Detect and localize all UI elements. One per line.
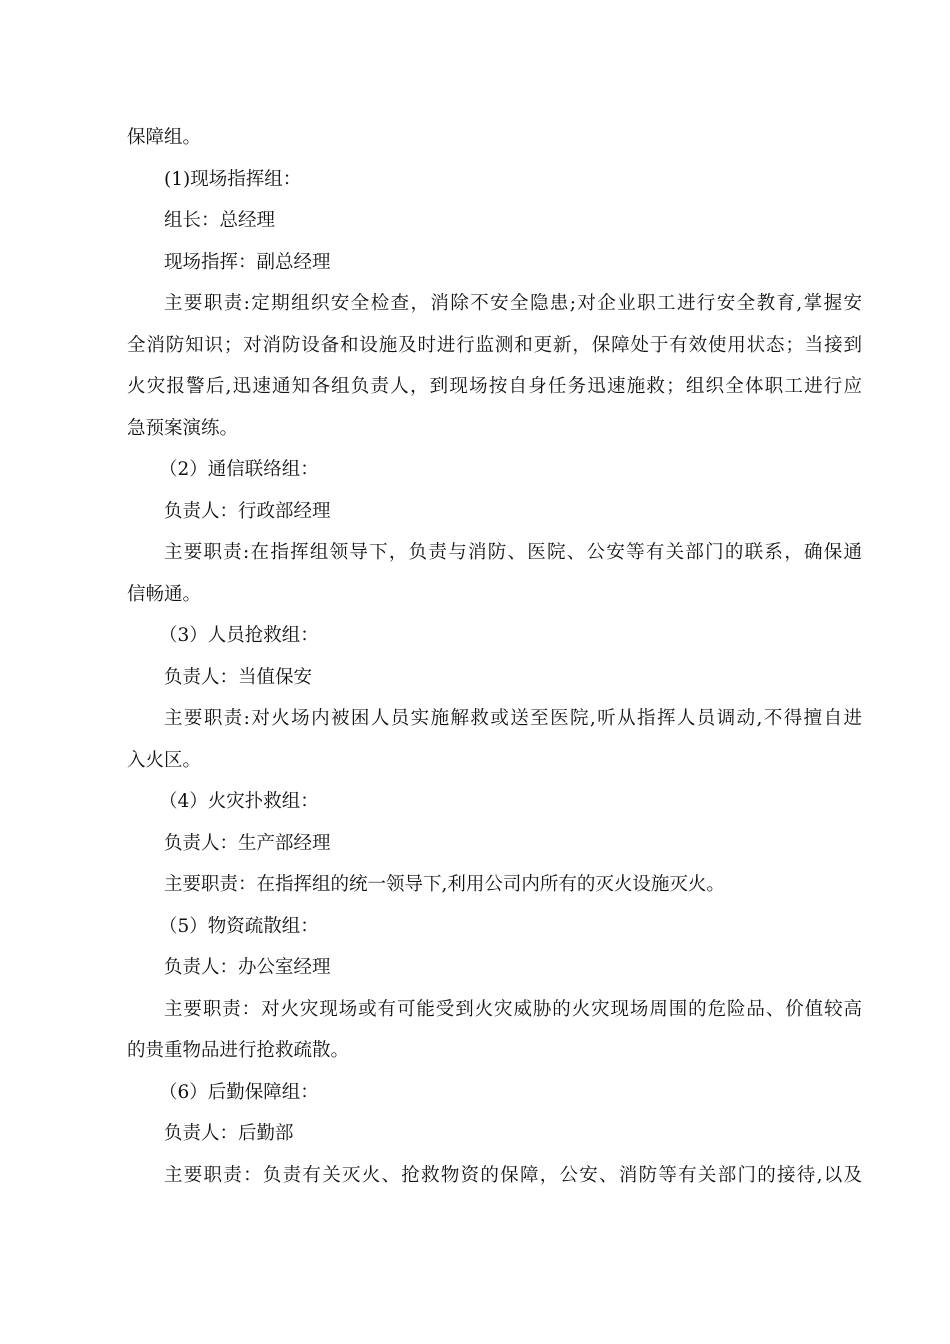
section-heading: （4）火灾扑救组： (159, 791, 319, 812)
text-line: 组长：总经理 (164, 210, 276, 231)
text-line: 负责人：生产部经理 (164, 832, 331, 854)
text-line: 的贵重物品进行抢救疏散。 (127, 1040, 350, 1061)
text-line: 急预案演练。 (127, 417, 239, 439)
text-line: 负责人：行政部经理 (164, 500, 331, 522)
text-line: 主要职责:定期组织安全检查，消除不安全隐患;对企业职工进行安全教育,掌握安 (164, 293, 862, 314)
document-body (127, 117, 862, 1196)
section-heading: (1)现场指挥组： (164, 168, 302, 190)
text-line: 主要职责：对火灾现场或有可能受到火灾威胁的火灾现场周围的危险品、价值较高 (164, 998, 862, 1020)
section-heading: （5）物资疏散组： (159, 915, 319, 937)
text-line: 保障组。 (127, 127, 202, 148)
section-heading: （2）通信联络组： (159, 459, 319, 480)
text-line: 主要职责:在指挥组领导下，负责与消防、医院、公安等有关部门的联系，确保通 (164, 542, 862, 563)
text-line: 主要职责：在指挥组的统一领导下,利用公司内所有的灭火设施灭火。 (164, 874, 725, 895)
section-heading: （6）后勤保障组： (159, 1081, 319, 1103)
text-line: 入火区。 (127, 749, 202, 771)
text-line: 负责人：当值保安 (164, 666, 313, 688)
text-line: 主要职责：负责有关灭火、抢救物资的保障，公安、消防等有关部门的接待,以及 (164, 1164, 862, 1186)
text-line: 现场指挥：副总经理 (164, 251, 331, 273)
text-line: 信畅通。 (127, 583, 202, 605)
text-line: 火灾报警后,迅速通知各组负责人，到现场按自身任务迅速施救；组织全体职工进行应 (127, 376, 862, 397)
text-line: 负责人：后勤部 (164, 1123, 294, 1144)
section-heading: （3）人员抢救组： (159, 625, 319, 646)
text-line: 主要职责:对火场内被困人员实施解救或送至医院,听从指挥人员调动,不得擅自进 (164, 708, 862, 729)
text-line: 负责人：办公室经理 (164, 957, 331, 978)
text-line: 全消防知识；对消防设备和设施及时进行监测和更新，保障处于有效使用状态；当接到 (127, 334, 862, 356)
